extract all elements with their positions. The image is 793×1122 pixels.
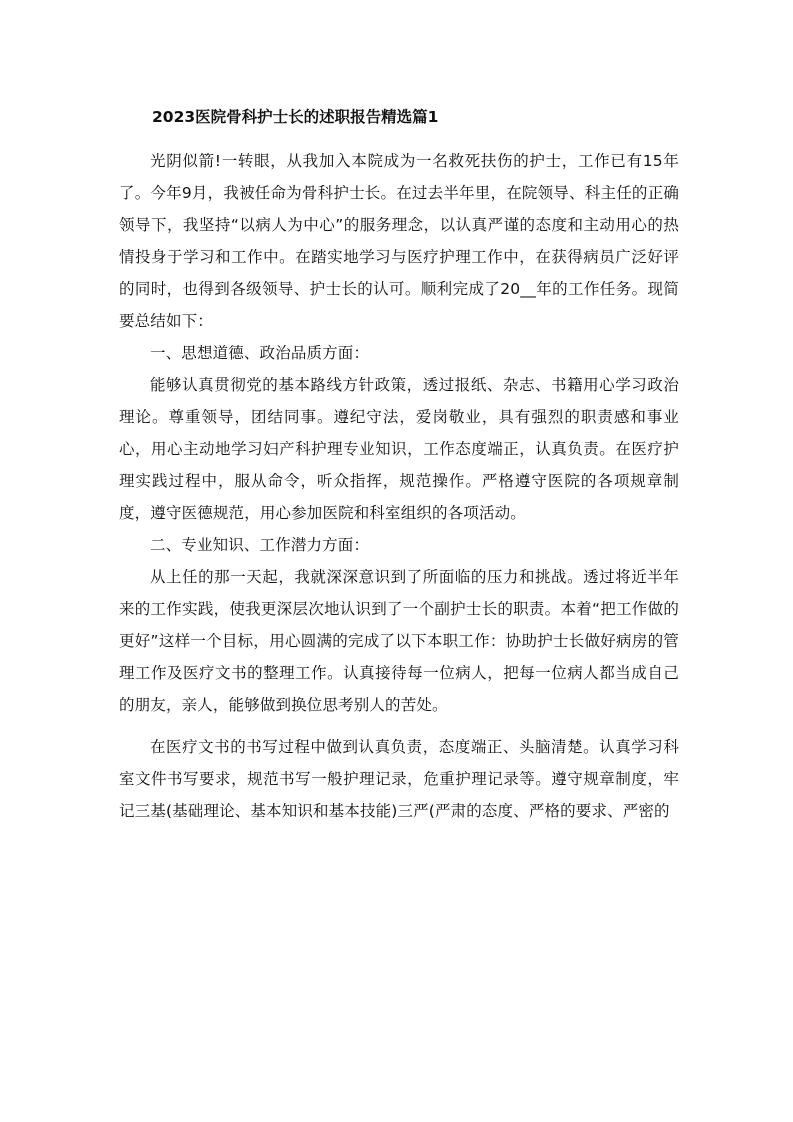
section-heading-ideology: 一、思想道德、政治品质方面： — [150, 344, 370, 362]
document-content — [119, 103, 679, 827]
paragraph-professional: 从上任的那一天起，我就深深意识到了所面临的压力和挑战。透过将近半年来的工作实践，使我更深层次地认识到了一个副护士长的职责。本着“把工作做的更好”这样一个目标，用心圆满的完成了以下本职工作：协助护士长做好病房的管理工作及医疗文书的整理工作。认真接待每一位病人，把每一位病人都当成自己的朋友，亲人，能够做到换位思考别人的苦处。 — [119, 568, 679, 714]
section-heading-professional: 二、专业知识、工作潜力方面： — [150, 536, 370, 554]
document-title: 2023医院骨科护士长的述职报告精选篇1 — [152, 108, 439, 126]
paragraph-ideology: 能够认真贯彻党的基本路线方针政策，透过报纸、杂志、书籍用心学习政治理论。尊重领导，团结同事。遵纪守法，爱岗敬业，具有强烈的职责感和事业心，用心主动地学习妇产科护理专业知识，工作态度端正，认真负责。在医疗护理实践过程中，服从命令，听众指挥，规范操作。严格遵守医院的各项规章制度，遵守医德规范，用心参加医院和科室组织的各项活动。 — [119, 376, 679, 522]
document-body — [119, 145, 679, 827]
paragraph-medical-records: 在医疗文书的书写过程中做到认真负责，态度端正、头脑清楚。认真学习科室文件书写要求，规范书写一般护理记录，危重护理记录等。遵守规章制度，牢记三基(基础理论、基本知识和基本技能)三严(严肃的态度、严格的要求、严密的 — [119, 738, 679, 820]
paragraph-intro: 光阴似箭!一转眼，从我加入本院成为一名救死扶伤的护士，工作已有15年了。今年9月，我被任命为骨科护士长。在过去半年里，在院领导、科主任的正确领导下，我坚持“以病人为中心”的服务理念，以认真严谨的态度和主动用心的热情投身于学习和工作中。在踏实地学习与医疗护理工作中，在获得病员广泛好评的同时，也得到各级领导、护士长的认可。顺利完成了20__年的工作任务。现简要总结如下： — [119, 152, 679, 330]
